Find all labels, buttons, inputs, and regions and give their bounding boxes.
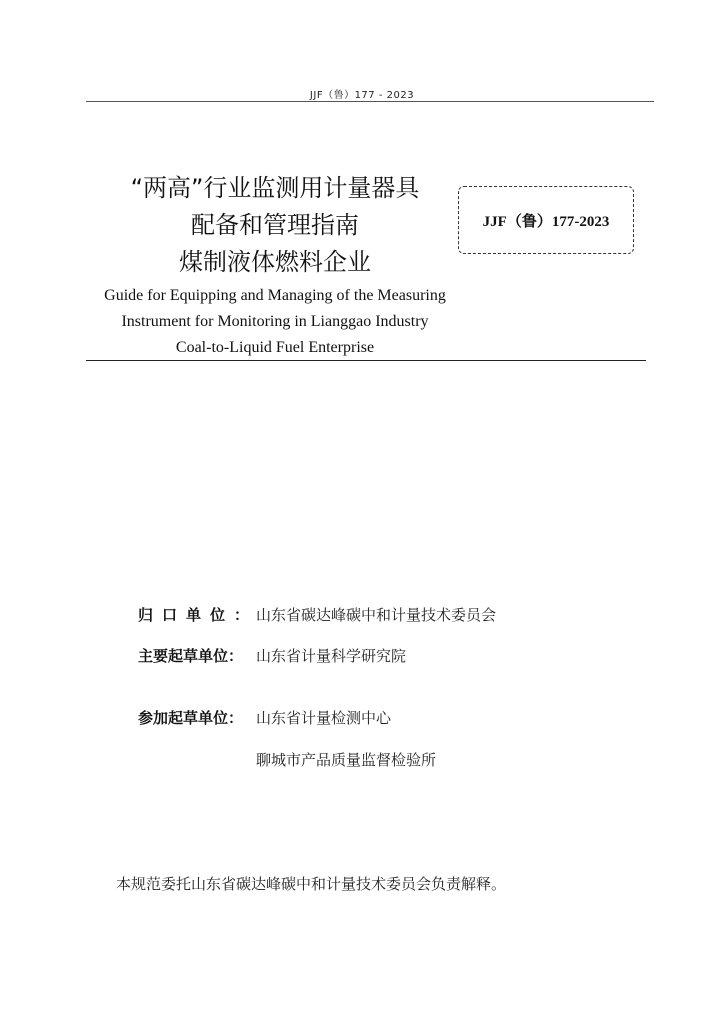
drafting-units: [138, 603, 658, 772]
standard-code-text: JJF（鲁）177-2023: [482, 213, 610, 230]
participating-drafter-row: [138, 706, 658, 730]
title-en-line-3: Coal-to-Liquid Fuel Enterprise: [175, 339, 375, 356]
title-zh-line-2: 配备和管理指南: [191, 211, 359, 239]
main-drafter-value: 山东省计量科学研究院: [256, 647, 407, 665]
title-en-line-2: Instrument for Monitoring in Lianggao Industry: [121, 313, 429, 330]
main-drafter-row: [138, 644, 658, 668]
title-divider: [86, 360, 646, 361]
participating-drafter-value-1: 山东省计量检测中心: [256, 709, 392, 727]
title-zh-line-3: 煤制液体燃料企业: [179, 248, 371, 276]
participating-drafter-label: 参加起草单位：: [138, 709, 244, 727]
standard-code-box: [458, 186, 634, 254]
responsible-unit-value: 山东省碳达峰碳中和计量技术委员会: [256, 606, 497, 624]
title-en-line-1: Guide for Equipping and Managing of the Measuring: [104, 287, 446, 304]
interpretation-statement: 本规范委托山东省碳达峰碳中和计量技术委员会负责解释。: [116, 875, 507, 893]
title-zh-line-1: “两高”行业监测用计量器具: [130, 174, 420, 202]
header-divider: [86, 101, 654, 102]
main-drafter-label: 主要起草单位：: [138, 647, 244, 665]
header-standard-code: JJF（鲁）177 - 2023: [309, 90, 415, 101]
responsible-unit-row: [138, 603, 658, 627]
title-block: [60, 170, 490, 361]
participating-drafter-value-2: 聊城市产品质量监督检验所: [256, 751, 437, 769]
participating-drafter-row-2: [138, 748, 658, 772]
responsible-unit-label: 归口单位：: [138, 606, 259, 624]
